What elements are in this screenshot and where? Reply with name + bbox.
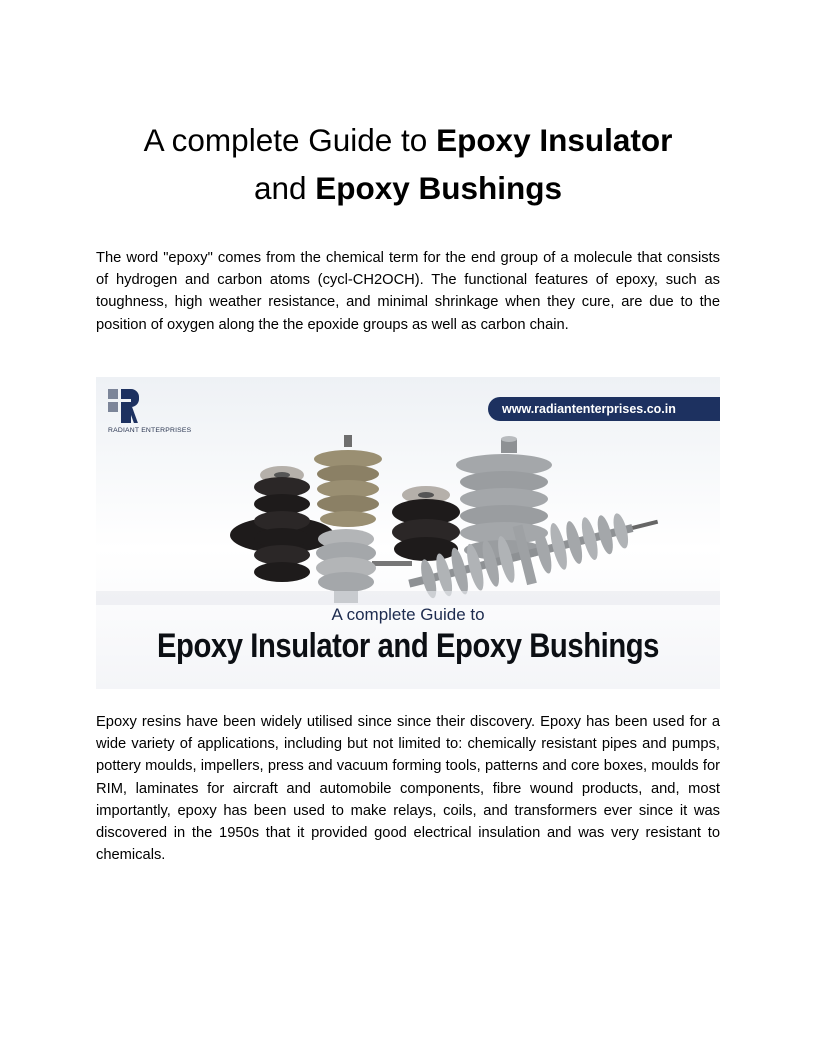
dark-insulator-center <box>392 486 460 561</box>
website-url-badge: www.radiantenterprises.co.in <box>488 397 720 421</box>
banner-headline: Epoxy Insulator and Epoxy Bushings <box>156 627 660 665</box>
title-part-1: A complete Guide to <box>143 122 437 159</box>
logo-text: RADIANT ENTERPRISES <box>108 427 192 434</box>
title-part-4: Epoxy Bushings <box>315 170 563 207</box>
banner-subtitle: A complete Guide to <box>331 605 485 624</box>
article-banner-image <box>96 377 720 689</box>
intro-paragraph: The word "epoxy" comes from the chemical term for the end group of a molecule that consists of hydrogen and carbon atoms (cycl-CH2OCH). The functional features of epoxy, such as toughness, high weather resistance, and minimal shrinkage when they cure, are due to the position of oxygen along the the epoxide groups as well as carbon chain. <box>96 250 720 333</box>
radiant-logo <box>108 389 191 434</box>
radiant-logo-mark <box>108 389 144 423</box>
title-part-2: Epoxy Insulator <box>436 122 673 159</box>
title-part-3: and <box>253 170 316 207</box>
applications-paragraph: Epoxy resins have been widely utilised since since their discovery. Epoxy has been used for a wide variety of applications, including but not limited to: chemically resistant pipes and pumps, pottery moulds, impellers, press and vacuum forming tools, patterns and core boxes, moulds for RIM, laminates for aircraft and automobile components, fibre wound products, and, most importantly, epoxy has been used to make relays, coils, and transformers ever since it was discovered in the 1950s that it provided good electrical insulation and was very resistant to chemicals. <box>96 714 720 864</box>
tan-insulator <box>314 435 382 527</box>
page-title <box>96 116 720 212</box>
